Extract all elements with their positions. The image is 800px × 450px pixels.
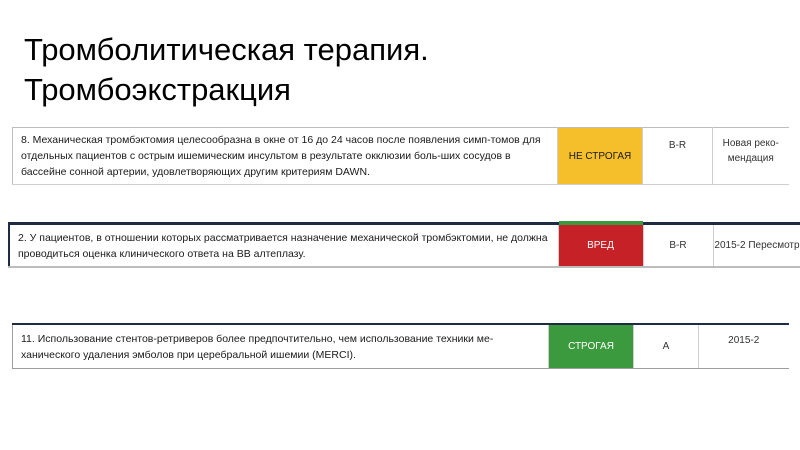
title-line-1: Тромболитическая терапия. [24, 32, 429, 67]
strength-badge-strong: СТРОГАЯ [549, 324, 634, 369]
recommendation-table-1 [12, 127, 789, 185]
evidence-level: B-R [643, 224, 713, 268]
recommendation-table-2 [8, 222, 800, 268]
evidence-level: B-R [643, 128, 713, 185]
evidence-level: A [634, 324, 699, 369]
recommendation-note: 2015-2 [699, 324, 789, 369]
table-row [9, 224, 800, 268]
recommendation-text: 8. Механическая тромбэктомия целесообразна в окне от 16 до 24 часов после появления симп-томов для отдельных пациентов с острым ишемическим инсультом в результате окклюзии боль-ших сосудов в бассейне сонной артерии, удовлетворяющих другим критериям DAWN. [13, 128, 558, 185]
green-strip [559, 221, 643, 225]
recommendation-text: 2. У пациентов, в отношении которых рассматривается назначение механической тромбэктомии, не должна проводиться оценка клинического ответа на ВВ алтеплазу. [9, 224, 558, 268]
title-line-2: Тромбоэкстракция [24, 72, 291, 107]
strength-label: ВРЕД [587, 240, 614, 251]
table-row [13, 324, 789, 369]
recommendation-text: 11. Использование стентов-ретриверов более предпочтительно, чем использование техники ме-ханического удаления эмболов при церебральной ишемии (MERCI). [13, 324, 549, 369]
strength-badge-weak: НЕ СТРОГАЯ [558, 128, 643, 185]
recommendation-table-3 [12, 323, 789, 369]
table-row [13, 128, 789, 185]
page-title [24, 30, 429, 110]
strength-badge-harm [558, 224, 643, 268]
recommendation-note: Новая реко-мендация [713, 128, 789, 185]
recommendation-note: 2015-2 Пересмотр [713, 224, 800, 268]
